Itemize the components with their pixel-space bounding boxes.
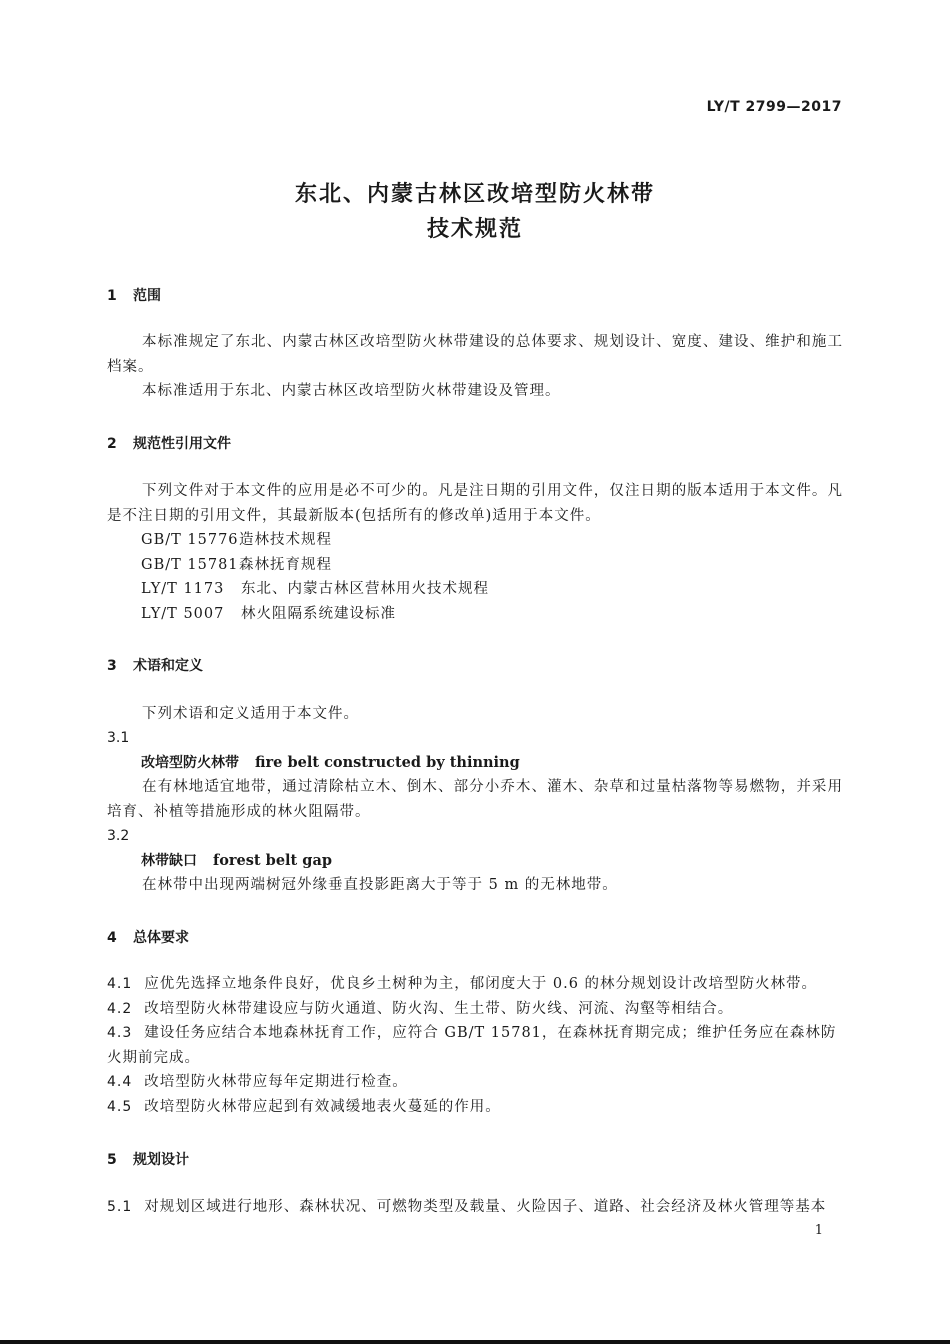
section-heading-3 <box>107 655 203 675</box>
reference-code: GB/T 15776 <box>141 532 239 548</box>
reference-code: GB/T 15781 <box>141 557 239 573</box>
reference-title: 森林抚育规程 <box>239 557 332 573</box>
clause-item <box>107 1095 843 1120</box>
term-en: forest belt gap <box>213 852 332 869</box>
clause-item <box>107 1195 843 1220</box>
clause-number: 5.1 <box>107 1199 133 1215</box>
reference-title: 东北、内蒙古林区营林用火技术规程 <box>241 581 489 597</box>
clause-number: 4.1 <box>107 976 133 992</box>
clause-text: 对规划区域进行地形、森林状况、可燃物类型及载量、火险因子、道路、社会经济及林火管理等基本 <box>144 1199 827 1215</box>
section-number: 2 <box>107 436 117 452</box>
clause-text: 建设任务应结合本地森林抚育工作，应符合 GB/T 15781，在森林抚育期完成；维护任务应在森林防火期前完成。 <box>107 1025 837 1066</box>
reference-title: 造林技术规程 <box>239 532 332 548</box>
reference-code: LY/T 1173 <box>141 581 225 597</box>
term-definition: 在林带中出现两端树冠外缘垂直投影距离大于等于 5 m 的无林地带。 <box>142 877 618 893</box>
section-number: 4 <box>107 930 117 946</box>
section-number: 5 <box>107 1152 117 1168</box>
section-heading-1 <box>107 285 161 305</box>
paragraph: 下列术语和定义适用于本文件。 <box>142 706 359 722</box>
clause-item <box>107 972 843 997</box>
document-title-line2: 技术规范 <box>426 217 523 242</box>
term-en: fire belt constructed by thinning <box>255 754 520 771</box>
section-number: 3 <box>107 658 117 674</box>
clause-number: 4.3 <box>107 1025 133 1041</box>
term-number: 3.2 <box>107 828 130 844</box>
section-title: 规划设计 <box>133 1152 189 1168</box>
document-title-line1: 东北、内蒙古林区改培型防火林带 <box>294 182 655 207</box>
clause-item <box>107 997 843 1022</box>
clause-text: 改培型防火林带应起到有效减缓地表火蔓延的作用。 <box>144 1099 501 1115</box>
reference-code: LY/T 5007 <box>141 606 225 622</box>
bottom-rule <box>0 1340 950 1344</box>
term-zh: 改培型防火林带 <box>141 755 239 771</box>
paragraph: 本标准规定了东北、内蒙古林区改培型防火林带建设的总体要求、规划设计、宽度、建设、维护和施工档案。 <box>107 334 843 375</box>
clause-number: 4.5 <box>107 1099 133 1115</box>
page-number: 1 <box>814 1223 823 1238</box>
section-title: 范围 <box>133 288 161 304</box>
section-title: 规范性引用文件 <box>133 436 231 452</box>
section-heading-5 <box>107 1149 189 1169</box>
clause-item <box>107 1070 843 1095</box>
clause-text: 应优先选择立地条件良好，优良乡土树种为主，郁闭度大于 0.6 的林分规划设计改培型防火林带。 <box>144 976 818 992</box>
term-heading <box>141 752 520 772</box>
reference-title: 林火阻隔系统建设标准 <box>241 606 396 622</box>
clause-text: 改培型防火林带建设应与防火通道、防火沟、生土带、防火线、河流、沟壑等相结合。 <box>144 1001 734 1017</box>
term-zh: 林带缺口 <box>141 853 197 869</box>
reference-item <box>141 577 489 602</box>
section-heading-4 <box>107 927 189 947</box>
section-number: 1 <box>107 288 117 304</box>
clause-text: 改培型防火林带应每年定期进行检查。 <box>144 1074 408 1090</box>
clause-number: 4.4 <box>107 1074 133 1090</box>
clause-item <box>107 1021 843 1070</box>
standard-number: LY/T 2799—2017 <box>706 99 842 115</box>
term-definition: 在有林地适宜地带，通过清除枯立木、倒木、部分小乔木、灌木、杂草和过量枯落物等易燃物，并采用培育、补植等措施形成的林火阻隔带。 <box>107 779 843 820</box>
reference-item <box>141 528 332 553</box>
reference-item <box>141 553 332 578</box>
section-heading-2 <box>107 433 231 453</box>
paragraph: 本标准适用于东北、内蒙古林区改培型防火林带建设及管理。 <box>142 383 561 399</box>
term-number: 3.1 <box>107 730 130 746</box>
section-title: 总体要求 <box>133 930 189 946</box>
term-heading <box>141 850 332 870</box>
paragraph: 下列文件对于本文件的应用是必不可少的。凡是注日期的引用文件，仅注日期的版本适用于本文件。凡是不注日期的引用文件，其最新版本(包括所有的修改单)适用于本文件。 <box>107 483 843 524</box>
section-title: 术语和定义 <box>133 658 203 674</box>
clause-number: 4.2 <box>107 1001 133 1017</box>
reference-item <box>141 602 396 627</box>
